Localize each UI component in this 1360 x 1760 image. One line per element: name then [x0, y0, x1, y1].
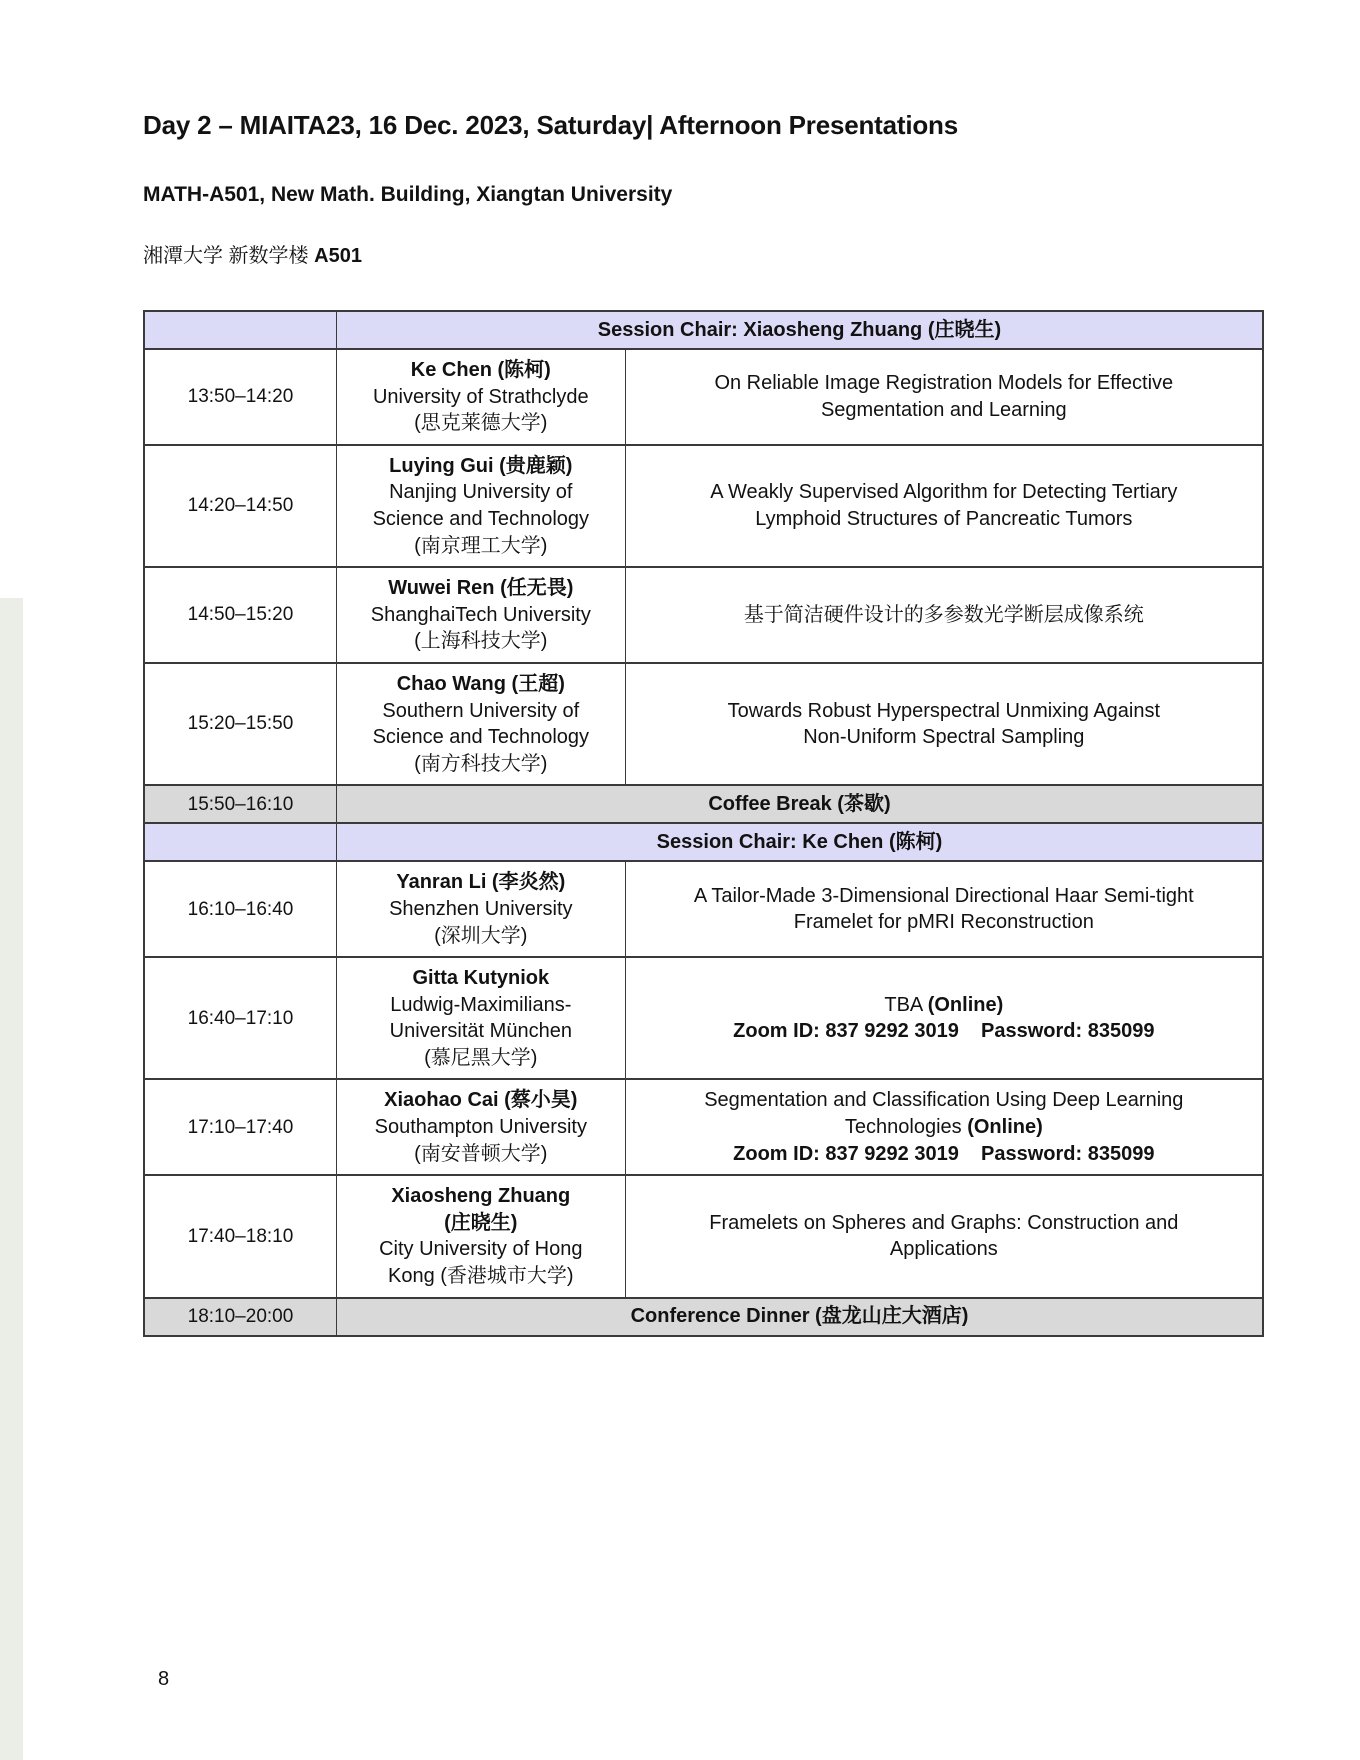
- time-cell: 17:10–17:40: [144, 1079, 336, 1175]
- talk-title-cell: [625, 567, 1263, 663]
- document-page: [143, 0, 1264, 1337]
- talk-title-line: Applications: [889, 1238, 998, 1261]
- talk-row: [144, 1175, 1263, 1297]
- time-cell: 14:50–15:20: [144, 567, 336, 663]
- talk-title-line: Framelets on Spheres and Graphs: Construction and: [709, 1211, 1179, 1234]
- time-cell: 14:20–14:50: [144, 445, 336, 567]
- speaker-cell: [336, 567, 625, 663]
- talk-title-cell: [625, 861, 1263, 957]
- speaker-cell: [336, 445, 625, 567]
- time-cell: 15:20–15:50: [144, 663, 336, 785]
- speaker-line: (南安普顿大学): [414, 1142, 548, 1165]
- break-label-cell: Conference Dinner (盘龙山庄大酒店): [336, 1298, 1263, 1336]
- talk-row: [144, 445, 1263, 567]
- time-cell: 16:10–16:40: [144, 861, 336, 957]
- talk-title-cell: [625, 1079, 1263, 1175]
- speaker-line: (南方科技大学): [414, 752, 548, 775]
- talk-title-line: Technologies (Online): [844, 1116, 1043, 1139]
- break-label-cell: Coffee Break (茶歇): [336, 785, 1263, 823]
- talk-title-line: A Tailor-Made 3-Dimensional Directional Haar Semi-tight: [693, 884, 1194, 907]
- speaker-line: City University of Hong: [379, 1238, 583, 1261]
- speaker-line: (思克莱德大学): [414, 412, 548, 435]
- talk-title-line: Segmentation and Learning: [820, 398, 1067, 421]
- talk-title-line: Towards Robust Hyperspectral Unmixing Against: [727, 699, 1161, 722]
- speaker-line: Gitta Kutyniok: [412, 967, 550, 990]
- talk-title-cell: [625, 445, 1263, 567]
- session-chair-cell: Session Chair: Ke Chen (陈柯): [336, 823, 1263, 861]
- talk-row: [144, 567, 1263, 663]
- speaker-line: University of Strathclyde: [372, 385, 589, 408]
- speaker-line: Yanran Li (李炎然): [396, 871, 566, 894]
- talk-row: [144, 861, 1263, 957]
- speaker-line: (上海科技大学): [414, 630, 548, 653]
- speaker-cell: [336, 957, 625, 1079]
- speaker-line: Luying Gui (贵鹿颖): [389, 454, 573, 477]
- speaker-line: (慕尼黑大学): [424, 1046, 538, 1069]
- talk-row: [144, 349, 1263, 445]
- speaker-line: Science and Technology: [372, 726, 590, 749]
- talk-title-line: A Weakly Supervised Algorithm for Detecting Tertiary: [710, 481, 1178, 504]
- speaker-cell: [336, 349, 625, 445]
- talk-title-cell: [625, 957, 1263, 1079]
- speaker-cell: [336, 861, 625, 957]
- schedule-table: [143, 310, 1264, 1337]
- time-cell: [144, 311, 336, 349]
- speaker-line: Xiaosheng Zhuang: [391, 1185, 571, 1208]
- speaker-line: Nanjing University of: [389, 481, 573, 504]
- session-chair-cell: Session Chair: Xiaosheng Zhuang (庄晓生): [336, 311, 1263, 349]
- time-cell: 18:10–20:00: [144, 1298, 336, 1336]
- page-edge-strip: [0, 598, 23, 1760]
- speaker-line: Xiaohao Cai (蔡小昊): [384, 1089, 578, 1112]
- time-cell: [144, 823, 336, 861]
- talk-title-line: Framelet for pMRI Reconstruction: [793, 911, 1094, 934]
- speaker-line: Universität München: [389, 1020, 572, 1043]
- speaker-line: (庄晓生): [444, 1211, 518, 1234]
- speaker-line: Science and Technology: [372, 507, 590, 530]
- talk-title-line: Zoom ID: 837 9292 3019 Password: 835099: [733, 1142, 1155, 1165]
- talk-title-line: TBA (Online): [884, 993, 1004, 1016]
- talk-title-line: Segmentation and Classification Using Deep Learning: [704, 1089, 1184, 1112]
- speaker-line: Southampton University: [374, 1116, 587, 1139]
- talk-title-line: Lymphoid Structures of Pancreatic Tumors: [755, 507, 1133, 530]
- talk-title-cell: [625, 663, 1263, 785]
- talk-title-line: Non-Uniform Spectral Sampling: [803, 726, 1085, 749]
- schedule-table-body: [144, 311, 1263, 1336]
- venue-cn-room: A501: [314, 245, 362, 267]
- venue-line: MATH-A501, New Math. Building, Xiangtan University: [143, 183, 673, 206]
- speaker-line: Southern University of: [382, 699, 580, 722]
- speaker-cell: [336, 663, 625, 785]
- speaker-line: Shenzhen University: [389, 897, 573, 920]
- talk-row: [144, 663, 1263, 785]
- speaker-line: Ludwig-Maximilians-: [390, 993, 572, 1016]
- time-cell: 13:50–14:20: [144, 349, 336, 445]
- session-chair-row: [144, 823, 1263, 861]
- time-cell: 17:40–18:10: [144, 1175, 336, 1297]
- speaker-line: Kong (香港城市大学): [388, 1265, 574, 1288]
- speaker-line: (深圳大学): [434, 924, 528, 947]
- page-title: Day 2 – MIAITA23, 16 Dec. 2023, Saturday| Afternoon Presentations: [143, 110, 959, 140]
- break-row: [144, 1298, 1263, 1336]
- talk-title-cell: [625, 349, 1263, 445]
- speaker-cell: [336, 1175, 625, 1297]
- speaker-line: Ke Chen (陈柯): [410, 359, 551, 381]
- venue-line-chinese: [143, 239, 1264, 268]
- break-row: [144, 785, 1263, 823]
- talk-title-cell: [625, 1175, 1263, 1297]
- venue-cn-text: 湘潭大学 新数学楼: [143, 245, 315, 267]
- speaker-line: Chao Wang (王超): [396, 672, 565, 695]
- talk-row: [144, 1079, 1263, 1175]
- page-number: 8: [158, 1668, 170, 1690]
- time-cell: 16:40–17:10: [144, 957, 336, 1079]
- talk-title-line: 基于简洁硬件设计的多参数光学断层成像系统: [743, 603, 1144, 626]
- time-cell: 15:50–16:10: [144, 785, 336, 823]
- talk-title-line: On Reliable Image Registration Models for Effective: [714, 372, 1174, 395]
- speaker-line: Wuwei Ren (任无畏): [388, 577, 574, 600]
- speaker-line: ShanghaiTech University: [370, 603, 591, 626]
- talk-row: [144, 957, 1263, 1079]
- talk-title-line: Zoom ID: 837 9292 3019 Password: 835099: [733, 1020, 1155, 1043]
- session-chair-row: [144, 311, 1263, 349]
- speaker-cell: [336, 1079, 625, 1175]
- speaker-line: (南京理工大学): [414, 534, 548, 557]
